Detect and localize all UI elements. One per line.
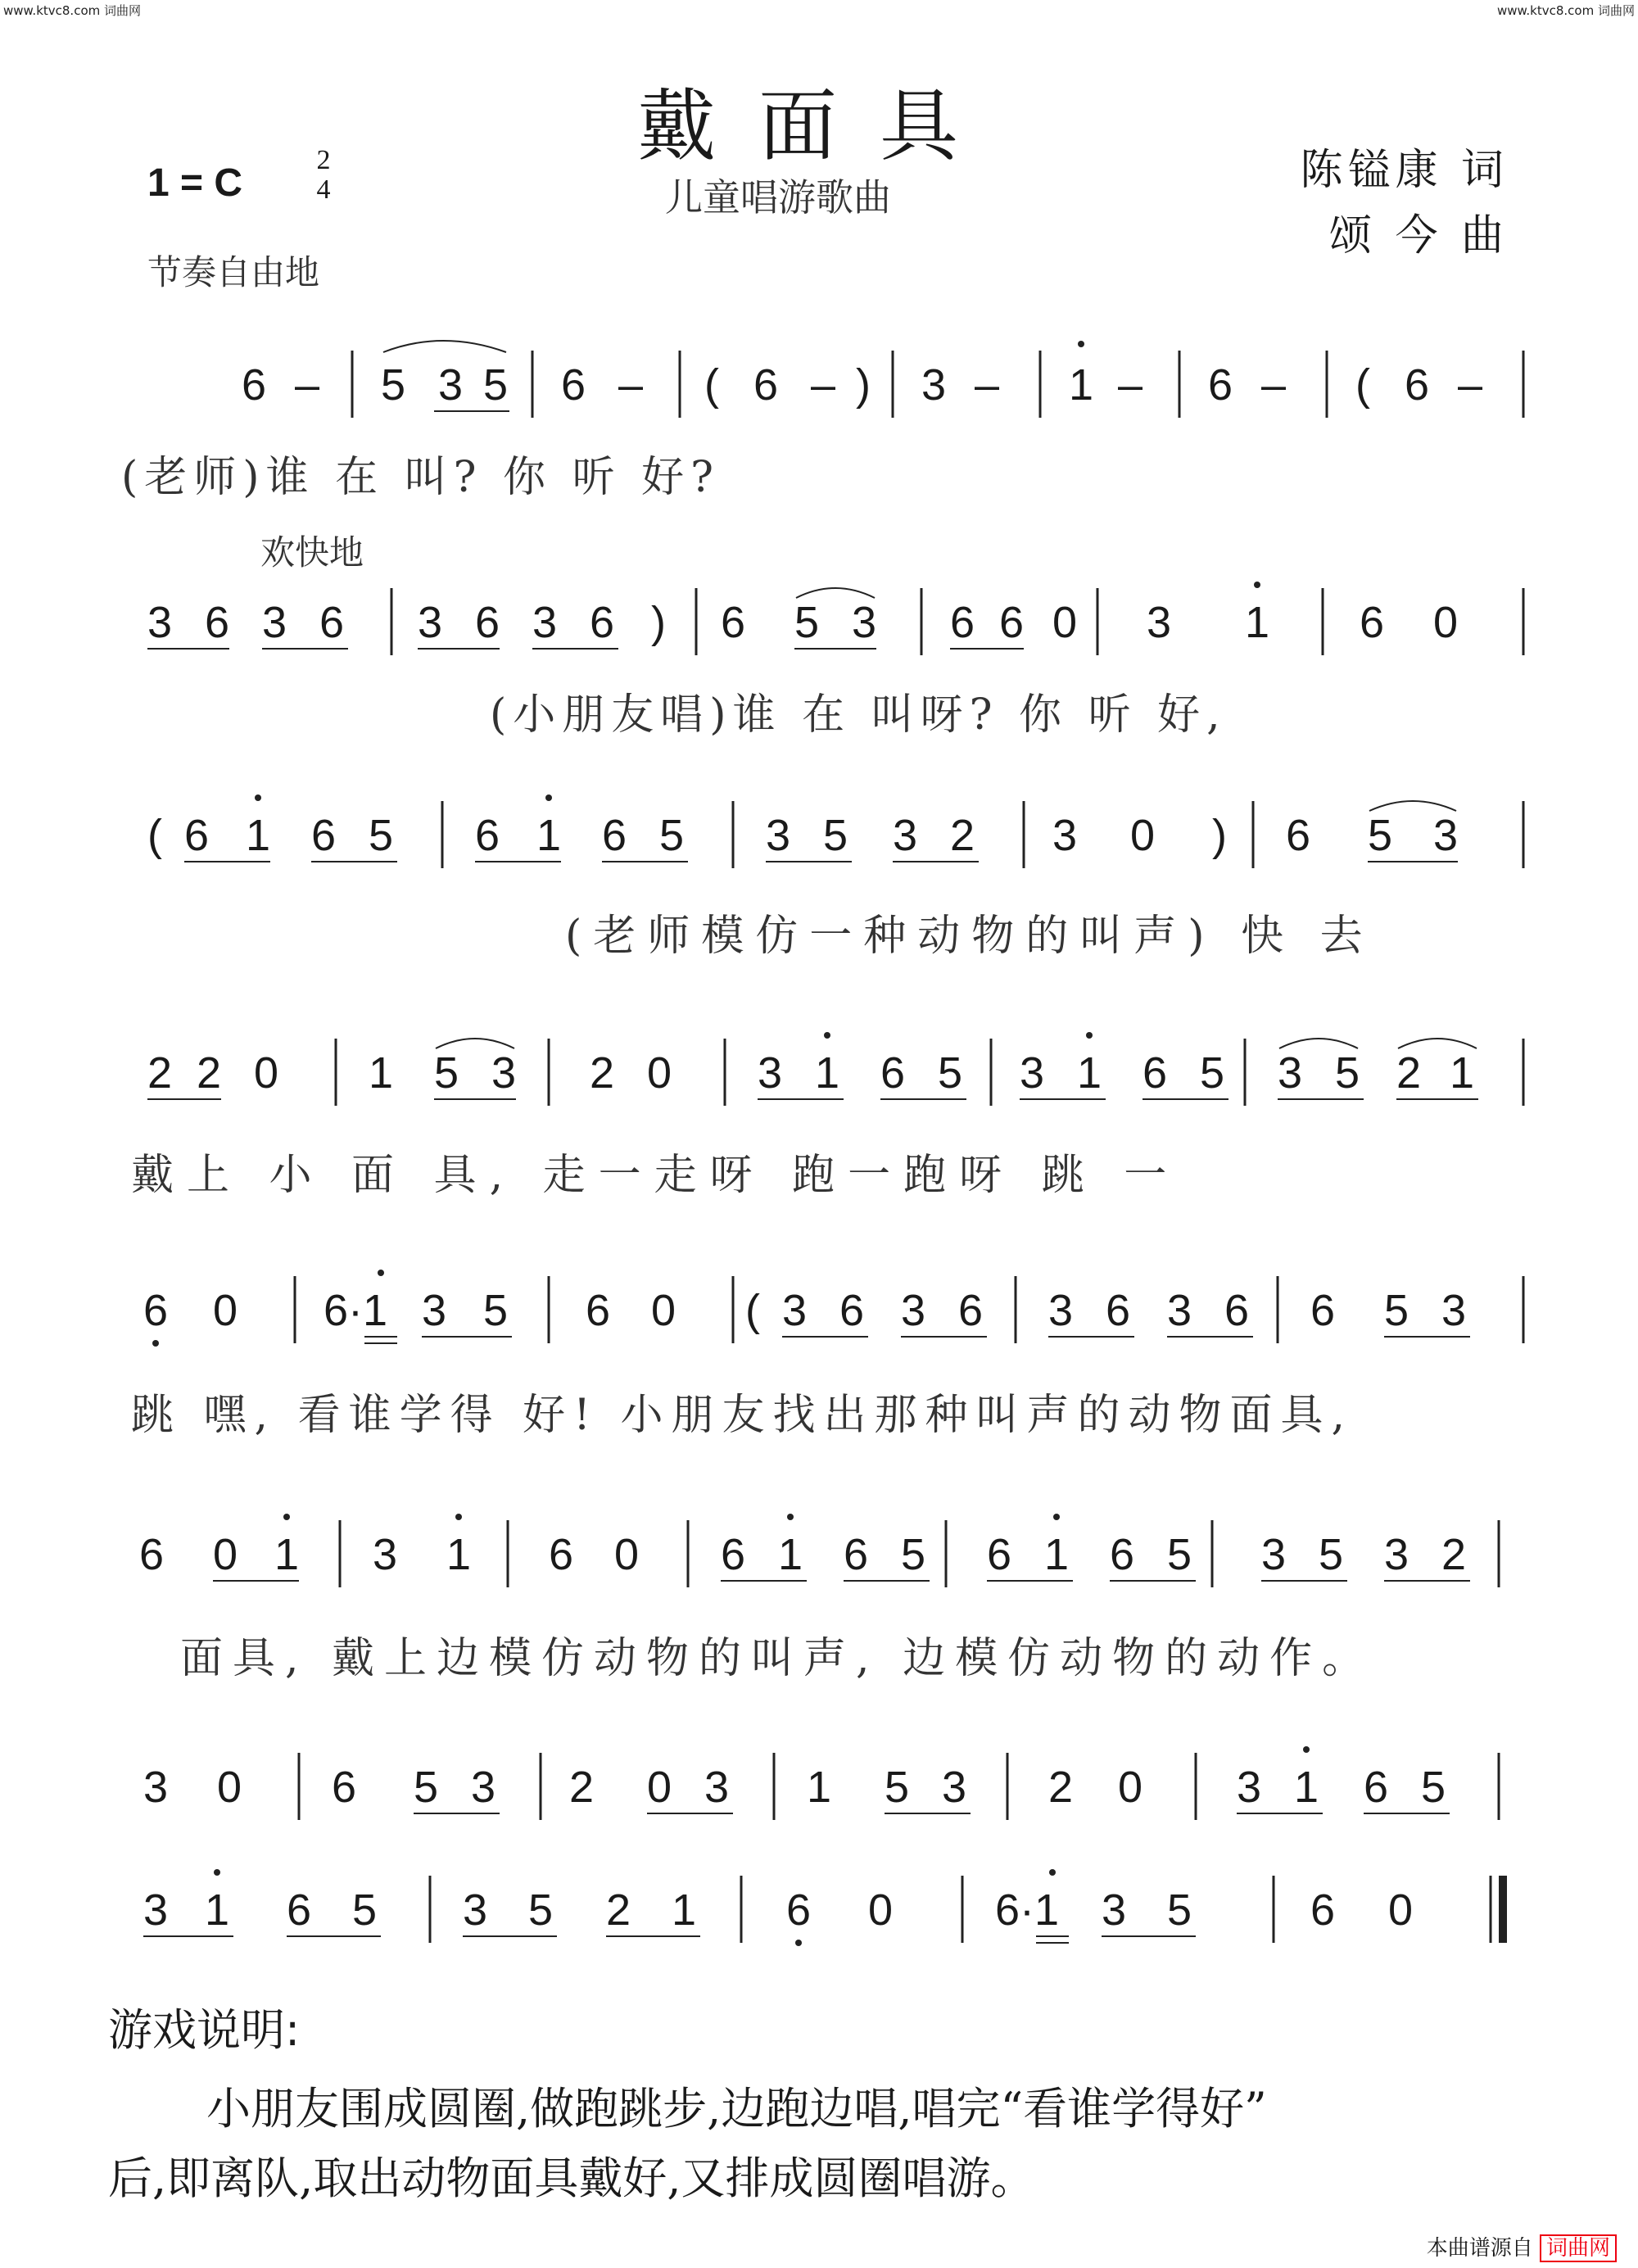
- svg-text:3: 3: [893, 811, 918, 860]
- svg-text:1: 1: [1077, 1048, 1102, 1098]
- svg-text:3: 3: [1048, 1286, 1074, 1335]
- svg-text:1: 1: [807, 1763, 832, 1812]
- svg-text:5: 5: [1200, 1048, 1225, 1098]
- svg-text:0: 0: [868, 1885, 894, 1935]
- svg-text:1: 1: [446, 1530, 472, 1579]
- svg-text:2: 2: [606, 1885, 631, 1935]
- svg-text:3: 3: [1167, 1286, 1192, 1335]
- svg-text:6: 6: [1143, 1048, 1168, 1098]
- svg-text:1: 1: [274, 1530, 300, 1579]
- svg-text:6: 6: [143, 1286, 169, 1335]
- svg-text:5: 5: [483, 1286, 509, 1335]
- svg-text:3: 3: [418, 598, 443, 647]
- svg-text:0: 0: [213, 1286, 238, 1335]
- svg-text:3: 3: [471, 1763, 496, 1812]
- svg-text:): ): [856, 360, 871, 410]
- svg-text:3: 3: [942, 1763, 967, 1812]
- game-heading: 游戏说明:: [108, 2004, 301, 2056]
- svg-text:3: 3: [143, 1763, 169, 1812]
- svg-text:6: 6: [1208, 360, 1233, 410]
- svg-text:5: 5: [794, 598, 820, 647]
- svg-text:0: 0: [647, 1048, 672, 1098]
- footer-brand: 词曲网: [1540, 2234, 1617, 2262]
- lyric-line: 面具, 戴上边模仿动物的叫声, 边模仿动物的动作。: [180, 1634, 1375, 1683]
- site-url-left: www.ktvc8.com 词曲网: [3, 3, 142, 18]
- svg-text:6: 6: [844, 1530, 869, 1579]
- svg-text:3: 3: [1278, 1048, 1303, 1098]
- composer: 颂 今 曲: [1328, 211, 1509, 260]
- svg-text:3: 3: [766, 811, 791, 860]
- svg-text:1: 1: [369, 1048, 394, 1098]
- svg-text:6: 6: [753, 360, 779, 410]
- svg-text:(: (: [704, 360, 719, 410]
- lyricist: 陈镒康 词: [1300, 146, 1509, 195]
- score-row: [115, 1505, 1532, 1596]
- site-url-right: www.ktvc8.com 词曲网: [1496, 3, 1635, 18]
- svg-text:5: 5: [823, 811, 848, 860]
- svg-text:0: 0: [1388, 1885, 1414, 1935]
- svg-text:–: –: [618, 360, 644, 410]
- svg-text:5: 5: [352, 1885, 378, 1935]
- svg-text:5: 5: [1319, 1530, 1344, 1579]
- svg-text:1: 1: [246, 811, 271, 860]
- svg-text:6: 6: [1310, 1885, 1336, 1935]
- svg-text:3: 3: [532, 598, 558, 647]
- credits: [1300, 138, 1509, 269]
- svg-text:3: 3: [262, 598, 287, 647]
- lyric-line: 戴上 小 面 具, 走一走呀 跑一跑呀 跳 一: [131, 1151, 1180, 1200]
- svg-text:5: 5: [483, 360, 509, 410]
- svg-text:(: (: [745, 1286, 760, 1335]
- svg-text:6: 6: [880, 1048, 906, 1098]
- svg-text:3: 3: [143, 1885, 169, 1935]
- tempo-lively: 欢快地: [260, 532, 364, 573]
- svg-text:5: 5: [381, 360, 406, 410]
- svg-text:6: 6: [786, 1885, 812, 1935]
- svg-text:5: 5: [901, 1530, 926, 1579]
- svg-text:2: 2: [950, 811, 975, 860]
- tempo-free: 节奏自由地: [147, 252, 320, 292]
- svg-text:6·1: 6·1: [324, 1286, 388, 1335]
- svg-text:6: 6: [586, 1286, 611, 1335]
- svg-text:6: 6: [184, 811, 210, 860]
- svg-text:5: 5: [1167, 1885, 1192, 1935]
- svg-text:3: 3: [373, 1530, 398, 1579]
- svg-text:6: 6: [205, 598, 230, 647]
- svg-text:6: 6: [602, 811, 627, 860]
- svg-text:5: 5: [1167, 1530, 1192, 1579]
- svg-text:): ): [1212, 811, 1227, 860]
- svg-text:6: 6: [1360, 598, 1385, 647]
- svg-text:(: (: [147, 811, 162, 860]
- game-text-2: 后,即离队,取出动物面具戴好,又排成圆圈唱游。: [108, 2153, 1035, 2204]
- svg-text:0: 0: [254, 1048, 279, 1098]
- svg-text:2: 2: [197, 1048, 222, 1098]
- svg-text:0: 0: [647, 1763, 672, 1812]
- svg-text:2: 2: [569, 1763, 595, 1812]
- svg-text:5: 5: [1368, 811, 1393, 860]
- svg-text:(: (: [1355, 360, 1370, 410]
- svg-text:3: 3: [901, 1286, 926, 1335]
- svg-text:6: 6: [287, 1885, 312, 1935]
- score-row: [115, 786, 1532, 876]
- score-row: [115, 1024, 1532, 1114]
- footer-source: 本曲谱源自 词曲网: [1427, 2231, 1617, 2261]
- svg-text:3: 3: [1237, 1763, 1262, 1812]
- page-subtitle: 儿童唱游歌曲: [665, 175, 891, 220]
- svg-text:1: 1: [815, 1048, 840, 1098]
- svg-text:3: 3: [1384, 1530, 1409, 1579]
- svg-text:3: 3: [852, 598, 877, 647]
- svg-text:–: –: [1118, 360, 1143, 410]
- svg-text:6: 6: [332, 1763, 357, 1812]
- lyric-line: (小朋友唱)谁 在 叫呀? 你 听 好,: [490, 690, 1227, 740]
- svg-text:2: 2: [147, 1048, 173, 1098]
- time-signature: 2 4: [316, 145, 331, 205]
- lyric-line: (老师)谁 在 叫? 你 听 好?: [121, 453, 720, 502]
- lyric-line: 跳 嘿, 看谁学得 好! 小朋友找出那种叫声的动物面具,: [131, 1391, 1354, 1440]
- svg-text:1: 1: [536, 811, 562, 860]
- page-title: 戴面具: [637, 80, 1001, 172]
- svg-text:0: 0: [217, 1763, 242, 1812]
- svg-text:6: 6: [1110, 1530, 1135, 1579]
- svg-text:–: –: [975, 360, 1000, 410]
- svg-text:0: 0: [1118, 1763, 1143, 1812]
- key-signature: 1 = C: [147, 161, 243, 205]
- svg-text:5: 5: [414, 1763, 439, 1812]
- svg-text:6: 6: [475, 811, 500, 860]
- svg-text:1: 1: [205, 1885, 230, 1935]
- svg-text:5: 5: [369, 811, 394, 860]
- score-row: [115, 1261, 1532, 1351]
- svg-text:6: 6: [950, 598, 975, 647]
- svg-text:6: 6: [561, 360, 586, 410]
- svg-text:3: 3: [1441, 1286, 1467, 1335]
- svg-text:0: 0: [651, 1286, 676, 1335]
- svg-text:6: 6: [987, 1530, 1012, 1579]
- svg-text:6: 6: [319, 598, 345, 647]
- svg-text:6: 6: [242, 360, 267, 410]
- svg-text:3: 3: [1052, 811, 1078, 860]
- svg-text:6: 6: [1286, 811, 1311, 860]
- svg-text:6: 6: [721, 598, 746, 647]
- svg-text:2: 2: [1048, 1763, 1074, 1812]
- svg-text:1: 1: [1450, 1048, 1475, 1098]
- svg-text:0: 0: [1130, 811, 1156, 860]
- svg-text:6: 6: [958, 1286, 984, 1335]
- svg-text:5: 5: [938, 1048, 963, 1098]
- svg-text:–: –: [1458, 360, 1483, 410]
- svg-text:1: 1: [778, 1530, 803, 1579]
- svg-text:6: 6: [721, 1530, 746, 1579]
- score-row: [115, 1738, 1532, 1828]
- svg-text:): ): [651, 598, 666, 647]
- game-text-1: 小朋友围成圆圈,做跑跳步,边跑边唱,唱完“看谁学得好”: [206, 2083, 1267, 2134]
- svg-text:6: 6: [1364, 1763, 1389, 1812]
- svg-text:–: –: [811, 360, 836, 410]
- svg-text:3: 3: [758, 1048, 783, 1098]
- svg-text:5: 5: [1335, 1048, 1360, 1098]
- score-row: [115, 1861, 1532, 1951]
- svg-text:2: 2: [1396, 1048, 1422, 1098]
- svg-text:0: 0: [614, 1530, 640, 1579]
- svg-text:–: –: [295, 360, 320, 410]
- svg-text:3: 3: [782, 1286, 808, 1335]
- svg-text:6: 6: [1224, 1286, 1250, 1335]
- svg-text:6: 6: [1106, 1286, 1131, 1335]
- svg-text:6: 6: [549, 1530, 574, 1579]
- score-row: [115, 573, 1532, 663]
- svg-text:–: –: [1261, 360, 1287, 410]
- svg-text:6: 6: [999, 598, 1025, 647]
- svg-text:6: 6: [590, 598, 615, 647]
- svg-text:1: 1: [1245, 598, 1270, 647]
- svg-text:3: 3: [1433, 811, 1459, 860]
- svg-text:6: 6: [839, 1286, 865, 1335]
- svg-text:3: 3: [1147, 598, 1172, 647]
- svg-text:3: 3: [1261, 1530, 1287, 1579]
- svg-text:5: 5: [1384, 1286, 1409, 1335]
- svg-text:5: 5: [659, 811, 685, 860]
- svg-text:3: 3: [1102, 1885, 1127, 1935]
- score-row: [115, 336, 1532, 426]
- svg-text:6·1: 6·1: [995, 1885, 1060, 1935]
- svg-text:6: 6: [1310, 1286, 1336, 1335]
- svg-text:3: 3: [704, 1763, 730, 1812]
- lyric-line: (老师模仿一种动物的叫声) 快 去: [565, 912, 1374, 961]
- svg-text:1: 1: [1069, 360, 1094, 410]
- svg-text:3: 3: [1020, 1048, 1045, 1098]
- svg-text:1: 1: [1044, 1530, 1070, 1579]
- svg-text:5: 5: [434, 1048, 459, 1098]
- svg-text:3: 3: [921, 360, 947, 410]
- svg-text:3: 3: [147, 598, 173, 647]
- svg-text:6: 6: [1405, 360, 1430, 410]
- svg-text:1: 1: [672, 1885, 697, 1935]
- svg-text:2: 2: [1441, 1530, 1467, 1579]
- svg-text:6: 6: [139, 1530, 165, 1579]
- svg-text:0: 0: [1052, 598, 1078, 647]
- svg-text:3: 3: [463, 1885, 488, 1935]
- svg-text:6: 6: [311, 811, 337, 860]
- svg-text:0: 0: [1433, 598, 1459, 647]
- svg-text:6: 6: [475, 598, 500, 647]
- svg-text:5: 5: [528, 1885, 554, 1935]
- svg-text:1: 1: [1294, 1763, 1319, 1812]
- svg-text:3: 3: [438, 360, 464, 410]
- svg-text:2: 2: [590, 1048, 615, 1098]
- svg-text:0: 0: [213, 1530, 238, 1579]
- svg-text:3: 3: [491, 1048, 517, 1098]
- svg-text:3: 3: [422, 1286, 447, 1335]
- svg-text:5: 5: [1421, 1763, 1446, 1812]
- svg-text:5: 5: [885, 1763, 910, 1812]
